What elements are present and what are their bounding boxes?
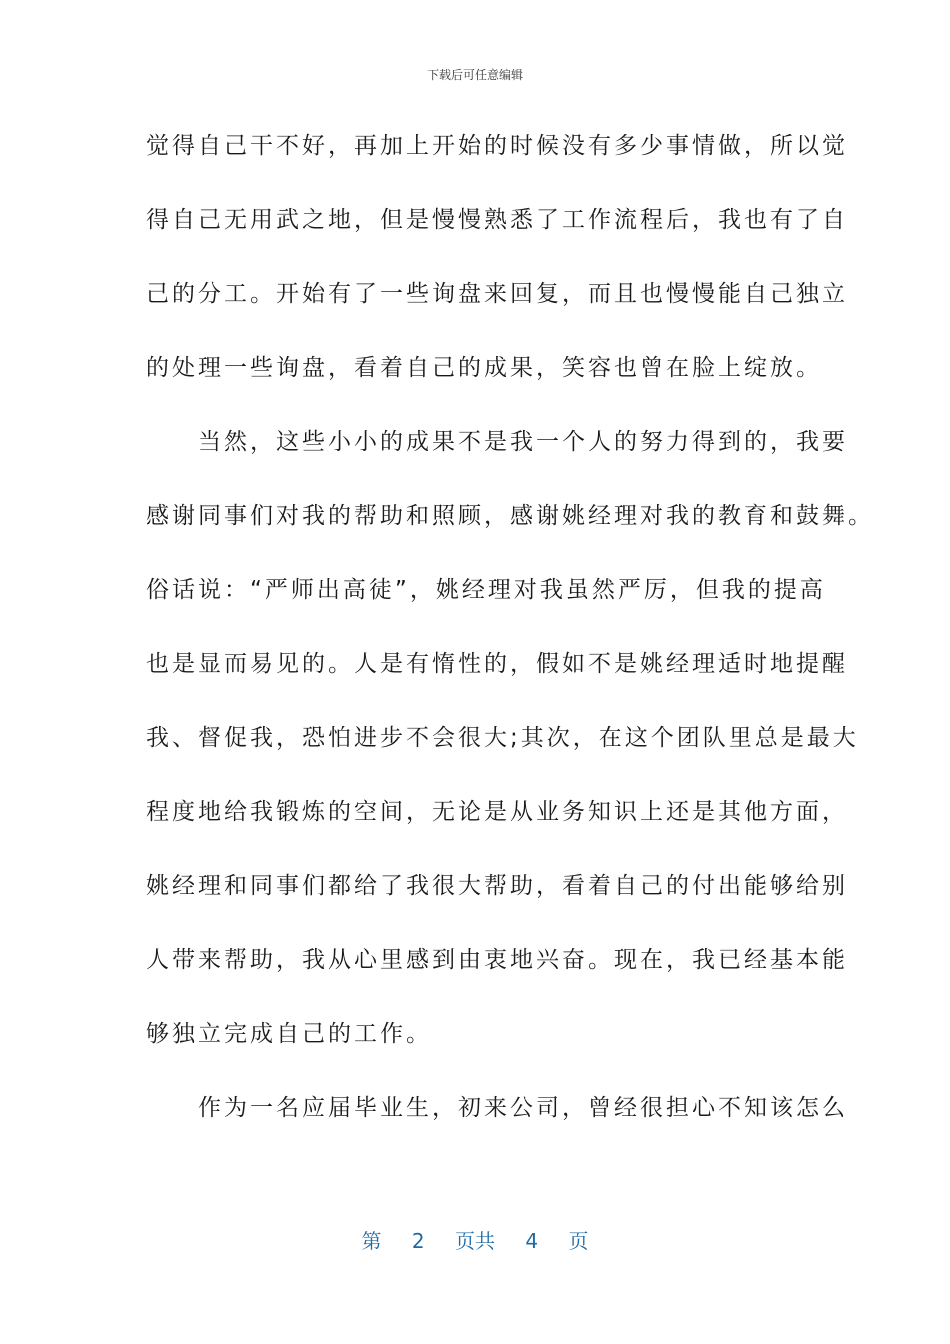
total-page-count: 4 xyxy=(525,1229,539,1253)
text-line: 觉得自己干不好，再加上开始的时候没有多少事情做，所以觉 xyxy=(146,133,848,159)
page-footer xyxy=(0,1225,950,1254)
page-prefix: 第 xyxy=(361,1229,382,1253)
text-line: 我、督促我，恐怕进步不会很大;其次，在这个团队里总是最大 xyxy=(146,725,859,751)
text-line: 够独立完成自己的工作。 xyxy=(146,1021,432,1047)
current-page-number: 2 xyxy=(411,1229,425,1253)
text-line: 姚经理和同事们都给了我很大帮助，看着自己的付出能够给别 xyxy=(146,873,848,899)
document-body xyxy=(146,120,874,1156)
text-line: 也是显而易见的。人是有惰性的，假如不是姚经理适时地提醒 xyxy=(146,651,848,677)
text-line: 当然，这些小小的成果不是我一个人的努力得到的，我要 xyxy=(146,429,848,455)
page-middle: 页共 xyxy=(455,1229,495,1253)
text-line: 感谢同事们对我的帮助和照顾，感谢姚经理对我的教育和鼓舞。 xyxy=(146,503,874,529)
header-note: 下载后可任意编辑 xyxy=(426,68,523,82)
text-line: 程度地给我锻炼的空间，无论是从业务知识上还是其他方面， xyxy=(146,799,848,825)
page-suffix: 页 xyxy=(568,1229,589,1253)
text-line: 人带来帮助，我从心里感到由衷地兴奋。现在，我已经基本能 xyxy=(146,947,848,973)
text-line: 作为一名应届毕业生，初来公司，曾经很担心不知该怎么 xyxy=(146,1095,848,1121)
text-line: 得自己无用武之地，但是慢慢熟悉了工作流程后，我也有了自 xyxy=(146,207,848,233)
text-line: 俗话说：“严师出高徒”，姚经理对我虽然严厉，但我的提高 xyxy=(146,577,826,603)
text-line: 己的分工。开始有了一些询盘来回复，而且也慢慢能自己独立 xyxy=(146,281,848,307)
text-line: 的处理一些询盘，看着自己的成果，笑容也曾在脸上绽放。 xyxy=(146,355,822,381)
